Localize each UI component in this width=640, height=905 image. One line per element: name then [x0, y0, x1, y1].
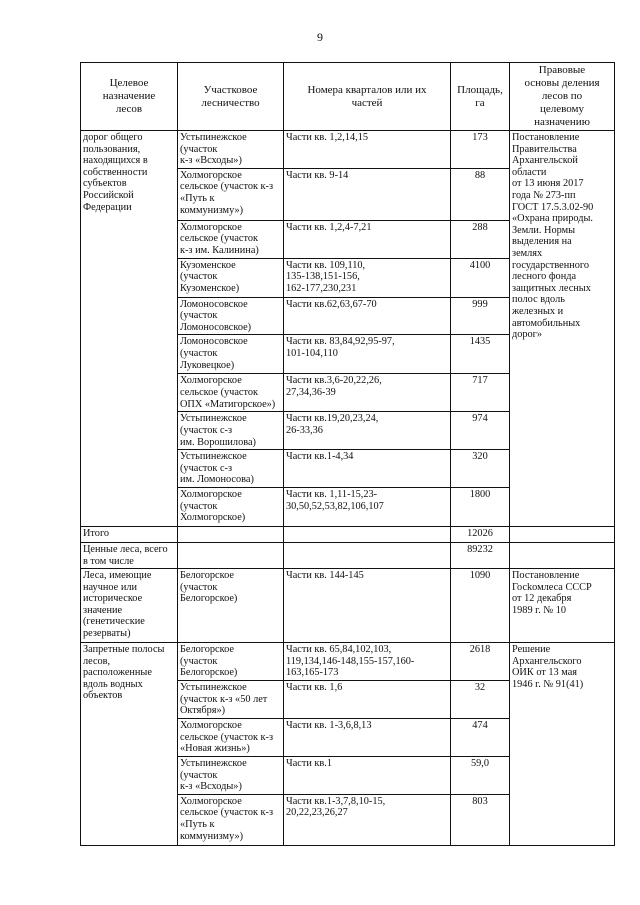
- quarters-cell: [284, 297, 451, 335]
- area-cell-text: 1090: [469, 570, 491, 582]
- quarters-cell: [284, 450, 451, 488]
- area-cell-text: 173: [472, 132, 488, 143]
- quarters-cell: [284, 220, 451, 258]
- quarters-cell: [284, 569, 451, 643]
- legal-basis-cell: [510, 131, 615, 527]
- forest-purpose-table: [80, 62, 615, 846]
- quarters-cell-text: Части кв.62,63,67-70: [286, 298, 377, 310]
- page-number: 9: [317, 30, 323, 44]
- legal-basis-cell: [510, 643, 615, 846]
- forestry-cell: [178, 335, 284, 374]
- valuable-area-text: 89232: [467, 543, 493, 555]
- quarters-cell: [284, 412, 451, 450]
- table-row: [81, 131, 615, 169]
- area-cell: [451, 335, 510, 374]
- area-cell-text: 803: [472, 795, 488, 807]
- quarters-cell-text: Части кв.19,20,23,24, 26-33,36: [286, 413, 379, 436]
- area-cell: [451, 168, 510, 220]
- empty-cell: [178, 542, 284, 568]
- quarters-cell: [284, 374, 451, 412]
- quarters-cell-text: Части кв. 1,2,14,15: [286, 132, 369, 143]
- quarters-cell-text: Части кв. 1,11-15,23- 30,50,52,53,82,106,107: [286, 488, 384, 512]
- forestry-cell: [178, 168, 284, 220]
- forestry-cell: [178, 374, 284, 412]
- quarters-cell-text: Части кв. 109,110, 135-138,151-156, 162-177,230,231: [286, 259, 366, 294]
- total-area: [451, 526, 510, 542]
- legal-basis-cell-text: Решение Архангельского ОИК от 13 мая 1946 г. № 91(41): [512, 644, 584, 690]
- empty-cell: [284, 542, 451, 568]
- quarters-cell-text: Части кв.1: [286, 758, 333, 770]
- quarters-cell-text: Части кв. 1-3,6,8,13: [286, 720, 372, 732]
- quarters-cell: [284, 258, 451, 297]
- area-cell: [451, 258, 510, 297]
- quarters-cell: [284, 643, 451, 681]
- area-cell-text: 717: [472, 375, 488, 387]
- legal-basis-cell-text: Постановление Госkомлеса СССР от 12 декабря 1989 г. № 10: [512, 570, 592, 616]
- area-cell-text: 288: [472, 221, 488, 233]
- forestry-cell: [178, 450, 284, 488]
- forestry-cell-text: Белогорское (участок Белогорское): [180, 644, 238, 679]
- area-cell-text: 2618: [469, 644, 491, 656]
- area-cell-text: 1800: [469, 488, 491, 500]
- table-row: [81, 643, 615, 681]
- empty-cell: [510, 542, 615, 568]
- quarters-cell-text: Части кв. 1,6: [286, 682, 343, 694]
- quarters-cell-text: Части кв.1-4,34: [286, 451, 354, 463]
- area-cell: [451, 487, 510, 526]
- area-cell-text: 59,0: [470, 758, 490, 770]
- forestry-cell: [178, 719, 284, 757]
- forestry-cell-text: Устьпинежское (участок с-з им. Ломоносова): [180, 451, 254, 486]
- quarters-cell: [284, 719, 451, 757]
- purpose-cell: [81, 643, 178, 846]
- valuable-area: [451, 542, 510, 568]
- forestry-cell-text: Устьпинежское (участок к-з «Всходы»): [180, 132, 247, 167]
- forestry-cell-text: Ломоносовское (участок Ломоносовское): [180, 298, 252, 333]
- forestry-cell-text: Холмогорское сельское (участок к-з «Путь к коммунизму»): [180, 169, 274, 216]
- legal-basis-cell: [510, 569, 615, 643]
- forestry-cell-text: Холмогорское сельское (участок к-з «Путь к коммунизму»): [180, 795, 274, 842]
- area-cell: [451, 757, 510, 795]
- header-quarters: Номера кварталов или их частей: [284, 63, 451, 131]
- quarters-cell: [284, 757, 451, 795]
- valuable-label-text: Ценные леса, всего в том числе: [83, 543, 168, 567]
- empty-cell: [284, 526, 451, 542]
- purpose-cell-text: Леса, имеющие научное или историческое значение (генетические резерваты): [83, 570, 152, 640]
- area-cell: [451, 643, 510, 681]
- table-header-row: [81, 63, 615, 131]
- quarters-cell: [284, 131, 451, 169]
- forestry-cell: [178, 757, 284, 795]
- forestry-cell-text: Холмогорское (участок Холмогорское): [180, 488, 246, 524]
- total-label-text: Итого: [83, 527, 110, 539]
- area-cell: [451, 220, 510, 258]
- header-forestry: Участковое лесничество: [178, 63, 284, 131]
- quarters-cell-text: Части кв.1-3,7,8,10-15, 20,22,23,26,27: [286, 795, 386, 819]
- quarters-cell: [284, 681, 451, 719]
- forestry-cell-text: Холмогорское сельское (участок ОПХ «Матигорское»): [180, 375, 276, 410]
- quarters-cell: [284, 794, 451, 845]
- area-cell-text: 999: [472, 298, 488, 310]
- forestry-cell: [178, 487, 284, 526]
- forestry-cell: [178, 412, 284, 450]
- forestry-cell: [178, 569, 284, 643]
- quarters-cell: [284, 168, 451, 220]
- valuable-forests-row: [81, 542, 615, 568]
- purpose-cell: [81, 131, 178, 527]
- purpose-cell-text: дорог общего пользования, находящихся в собственности субъектов Российской Федерации: [83, 132, 148, 213]
- area-cell-text: 974: [472, 413, 488, 425]
- forestry-cell-text: Холмогорское сельское (участок к-з «Новая жизнь»): [180, 720, 274, 755]
- area-cell: [451, 374, 510, 412]
- total-label: [81, 526, 178, 542]
- area-cell: [451, 681, 510, 719]
- quarters-cell-text: Части кв. 65,84,102,103, 119,134,146-148,155-157,160- 163,165-173: [286, 644, 415, 679]
- legal-basis-cell-text: Постановление Правительства Архангельской области от 13 июня 2017 года № 273-пп ГОСТ 17.5.3.02-90 «Охрана природы. Земли. Нормы выделения на землях государственного лесного фонда защитных лесных полос вдоль железных и автомобильных дорог»: [512, 132, 594, 341]
- area-cell-text: 1435: [469, 336, 491, 348]
- quarters-cell-text: Части кв.3,6-20,22,26, 27,34,36-39: [286, 375, 382, 398]
- area-cell-text: 4100: [469, 259, 491, 271]
- forestry-cell-text: Устьпинежское (участок к-з «Всходы»): [180, 758, 247, 793]
- area-cell: [451, 131, 510, 169]
- area-cell: [451, 569, 510, 643]
- area-cell-text: 88: [474, 169, 486, 181]
- area-cell: [451, 794, 510, 845]
- quarters-cell: [284, 487, 451, 526]
- area-cell: [451, 450, 510, 488]
- area-cell: [451, 719, 510, 757]
- forestry-cell: [178, 794, 284, 845]
- forestry-cell-text: Холмогорское сельское (участок к-з им. Калинина): [180, 221, 259, 256]
- valuable-label: [81, 542, 178, 568]
- quarters-cell-text: Части кв. 83,84,92,95-97, 101-104,110: [286, 336, 395, 359]
- forestry-cell-text: Устьпинежское (участок с-з им. Ворошилова): [180, 413, 256, 448]
- header-purpose: Целевое назначение лесов: [81, 63, 178, 131]
- forestry-cell: [178, 643, 284, 681]
- table-body: [81, 63, 615, 846]
- quarters-cell: [284, 335, 451, 374]
- area-cell-text: 474: [472, 720, 488, 732]
- forestry-cell-text: Белогорское (участок Белогорское): [180, 570, 238, 605]
- empty-cell: [510, 526, 615, 542]
- quarters-cell-text: Части кв. 144-145: [286, 570, 364, 582]
- purpose-cell-text: Запретные полосы лесов, расположенные вдоль водных объектов: [83, 644, 165, 702]
- forestry-cell: [178, 297, 284, 335]
- total-row: [81, 526, 615, 542]
- forestry-cell-text: Устьпинежское (участок к-з «50 лет Октября»): [180, 682, 268, 717]
- forestry-cell-text: Ломоносовское (участок Луковецкое): [180, 336, 248, 371]
- area-cell-text: 32: [474, 682, 486, 694]
- forestry-cell: [178, 681, 284, 719]
- purpose-cell: [81, 569, 178, 643]
- forestry-cell: [178, 131, 284, 169]
- scientific-forests-row: [81, 569, 615, 643]
- header-legal: Правовые основы деления лесов по целевому назначению: [510, 63, 615, 131]
- forestry-cell: [178, 258, 284, 297]
- forestry-cell: [178, 220, 284, 258]
- total-area-text: 12026: [467, 527, 493, 539]
- header-area: Площадь, га: [451, 63, 510, 131]
- quarters-cell-text: Части кв. 9-14: [286, 169, 349, 181]
- area-cell-text: 320: [472, 451, 488, 463]
- area-cell: [451, 297, 510, 335]
- empty-cell: [178, 526, 284, 542]
- quarters-cell-text: Части кв. 1,2,4-7,21: [286, 221, 372, 233]
- area-cell: [451, 412, 510, 450]
- forestry-cell-text: Кузоменское (участок Кузоменское): [180, 259, 240, 294]
